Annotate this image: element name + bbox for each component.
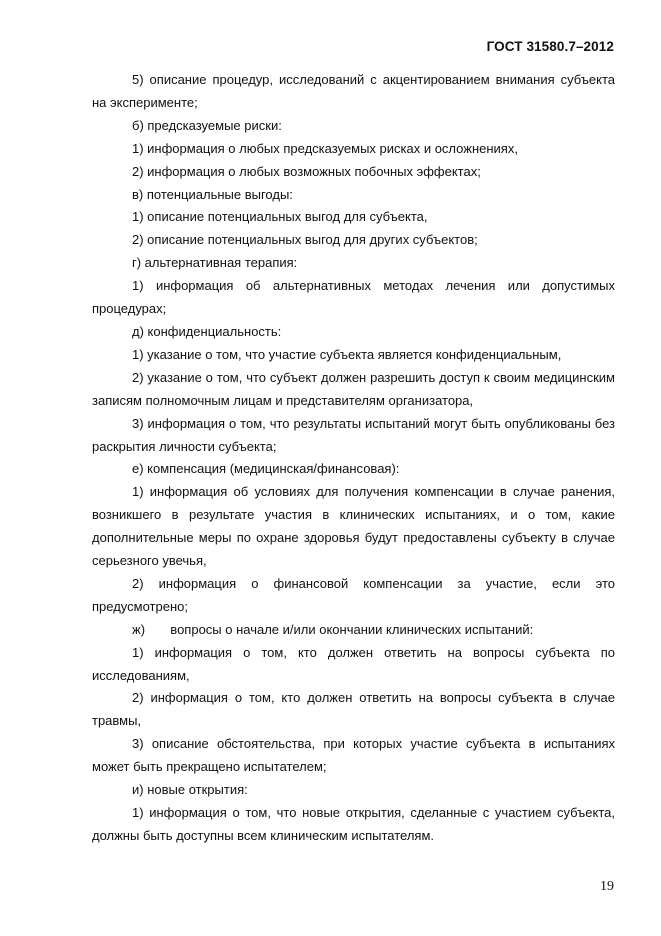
paragraph: 1) указание о том, что участие субъекта является конфиденциальным, — [132, 346, 562, 362]
paragraph: 1) информация об альтернативных методах лечения или допустимых процедурах; — [92, 278, 615, 317]
paragraph: 3) описание обстоятельства, при которых участие субъекта в испытаниях может быть прекращено испытателем; — [92, 736, 615, 775]
document-header: ГОСТ 31580.7–2012 — [486, 39, 614, 54]
paragraph: 3) информация о том, что результаты испытаний могут быть опубликованы без раскрытия личности субъекта; — [92, 415, 615, 454]
paragraph: 1) информация о любых предсказуемых рисках и осложнениях, — [132, 140, 518, 156]
paragraph: 1) информация о том, кто должен ответить на вопросы субъекта по исследованиям, — [92, 644, 615, 683]
paragraph: б) предсказуемые риски: — [132, 117, 282, 133]
paragraph: г) альтернативная терапия: — [132, 255, 298, 271]
paragraph: и) новые открытия: — [132, 782, 248, 798]
paragraph: 1) описание потенциальных выгод для субъекта, — [132, 209, 428, 225]
paragraph: 1) информация о том, что новые открытия, сделанные с участием субъекта, должны быть доступны всем клиническим испытателям. — [92, 805, 615, 843]
paragraph: 2) описание потенциальных выгод для других субъектов; — [132, 232, 478, 248]
document-body — [92, 69, 615, 848]
paragraph: 2) информация о финансовой компенсации за участие, если это предусмотрено; — [92, 575, 615, 614]
paragraph: ж) вопросы о начале и/или окончании клинических испытаний: — [132, 621, 534, 637]
paragraph: 2) информация о любых возможных побочных эффектах; — [132, 163, 481, 179]
paragraph: 1) информация об условиях для получения компенсации в случае ранения, возникшего в результате участия в клинических испытаниях, и о том, какие дополнительные меры по охране здоровья будут предоставлены субъекту в случае серьезного увечья, — [92, 484, 615, 569]
paragraph: в) потенциальные выгоды: — [132, 186, 293, 202]
paragraph: 2) указание о том, что субъект должен разрешить доступ к своим медицинским записям полномочным лицам и представителям организатора, — [92, 369, 615, 408]
paragraph: 2) информация о том, кто должен ответить на вопросы субъекта в случае травмы, — [92, 690, 615, 729]
page-number: 19 — [600, 879, 614, 894]
paragraph: 5) описание процедур, исследований с акцентированием внимания субъекта на эксперименте; — [92, 72, 615, 110]
paragraph: д) конфиденциальность: — [132, 323, 282, 339]
paragraph: е) компенсация (медицинская/финансовая): — [132, 461, 400, 477]
